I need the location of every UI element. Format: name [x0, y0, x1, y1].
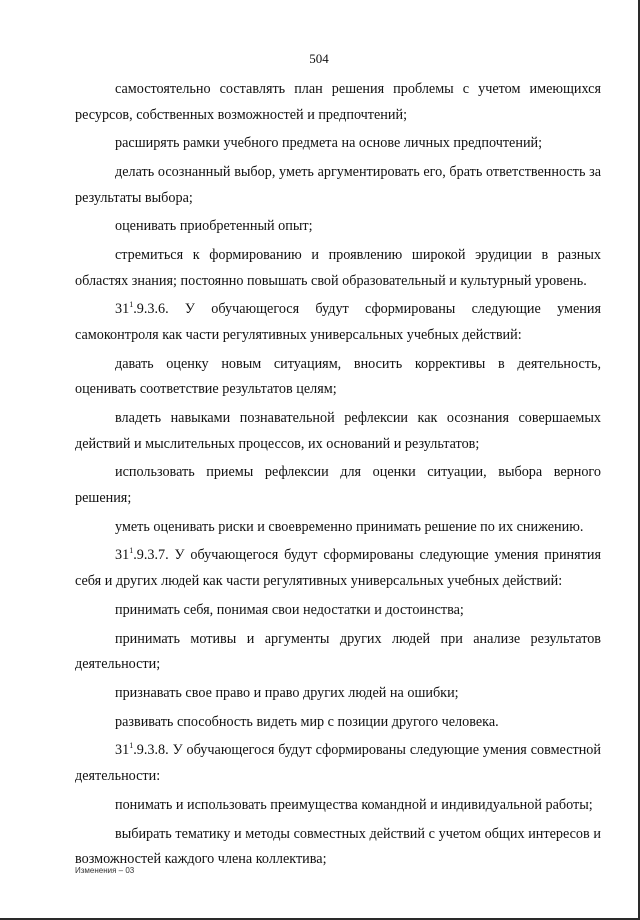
section-paragraph	[75, 543, 601, 594]
paragraph-text: У обучающегося будут сформированы следующие умения совместной деятельности:	[75, 742, 601, 784]
paragraph-text: признавать свое право и право других людей на ошибки;	[115, 684, 459, 701]
section-paragraph	[75, 738, 601, 789]
page-number: 504	[309, 51, 329, 66]
section-number: 31	[115, 547, 130, 564]
list-item	[75, 598, 601, 624]
list-item	[75, 460, 601, 511]
footer-note: Изменения – 03	[75, 866, 135, 875]
list-item	[75, 793, 601, 819]
section-number-rest: .9.3.8.	[133, 742, 169, 759]
list-item	[75, 515, 601, 541]
paragraph-text: понимать и использовать преимущества командной и индивидуальной работы;	[115, 796, 593, 813]
paragraph-text: владеть навыками познавательной рефлексии как осознания совершаемых действий и мыслительных процессов, их оснований и результатов;	[75, 410, 601, 452]
list-item	[75, 822, 601, 873]
document-body	[75, 77, 601, 876]
paragraph-text: делать осознанный выбор, уметь аргументировать его, брать ответственность за результаты выбора;	[75, 164, 601, 206]
section-number-superscript: 1	[129, 741, 134, 751]
paragraph-text: выбирать тематику и методы совместных действий с учетом общих интересов и возможностей каждого члена коллектива;	[75, 825, 601, 868]
paragraph-text: принимать мотивы и аргументы других людей при анализе результатов деятельности;	[75, 630, 601, 673]
paragraph-text: давать оценку новым ситуациям, вносить коррективы в деятельность, оценивать соответствие результатов целям;	[75, 355, 601, 398]
paragraph-text: оценивать приобретенный опыт;	[115, 218, 313, 235]
section-number-superscript: 1	[129, 546, 134, 556]
list-item	[75, 243, 601, 294]
list-item	[75, 710, 601, 736]
list-item	[75, 627, 601, 678]
list-item	[75, 214, 601, 240]
paragraph-text: У обучающегося будут сформированы следующие умения принятия себя и других людей как части регулятивных универсальных учебных действий:	[75, 547, 601, 589]
section-number: 31	[115, 742, 130, 759]
paragraph-text: стремиться к формированию и проявлению широкой эрудиции в разных областях знания; постоянно повышать свой образовательный и культурный уровень.	[75, 247, 601, 289]
list-item	[75, 160, 601, 211]
paragraph-text: самостоятельно составлять план решения проблемы с учетом имеющихся ресурсов, собственных возможностей и предпочтений;	[75, 81, 601, 123]
paragraph-text: расширять рамки учебного предмета на основе личных предпочтений;	[115, 135, 543, 152]
list-item	[75, 406, 601, 457]
paragraph-text: У обучающегося будут сформированы следующие умения самоконтроля как части регулятивных универсальных учебных действий:	[75, 301, 601, 343]
section-number-rest: .9.3.7.	[133, 547, 169, 564]
paragraph-text: использовать приемы рефлексии для оценки ситуации, выбора верного решения;	[75, 464, 601, 506]
paragraph-text: развивать способность видеть мир с позиции другого человека.	[115, 713, 499, 730]
section-number-rest: .9.3.6.	[133, 301, 169, 318]
paragraph-text: уметь оценивать риски и своевременно принимать решение по их снижению.	[115, 518, 584, 535]
section-paragraph	[75, 297, 601, 348]
list-item	[75, 131, 601, 157]
list-item	[75, 352, 601, 403]
paragraph-text: принимать себя, понимая свои недостатки и достоинства;	[115, 601, 464, 618]
section-number: 31	[115, 301, 130, 318]
section-number-superscript: 1	[129, 300, 134, 310]
list-item	[75, 681, 601, 707]
list-item	[75, 77, 601, 128]
